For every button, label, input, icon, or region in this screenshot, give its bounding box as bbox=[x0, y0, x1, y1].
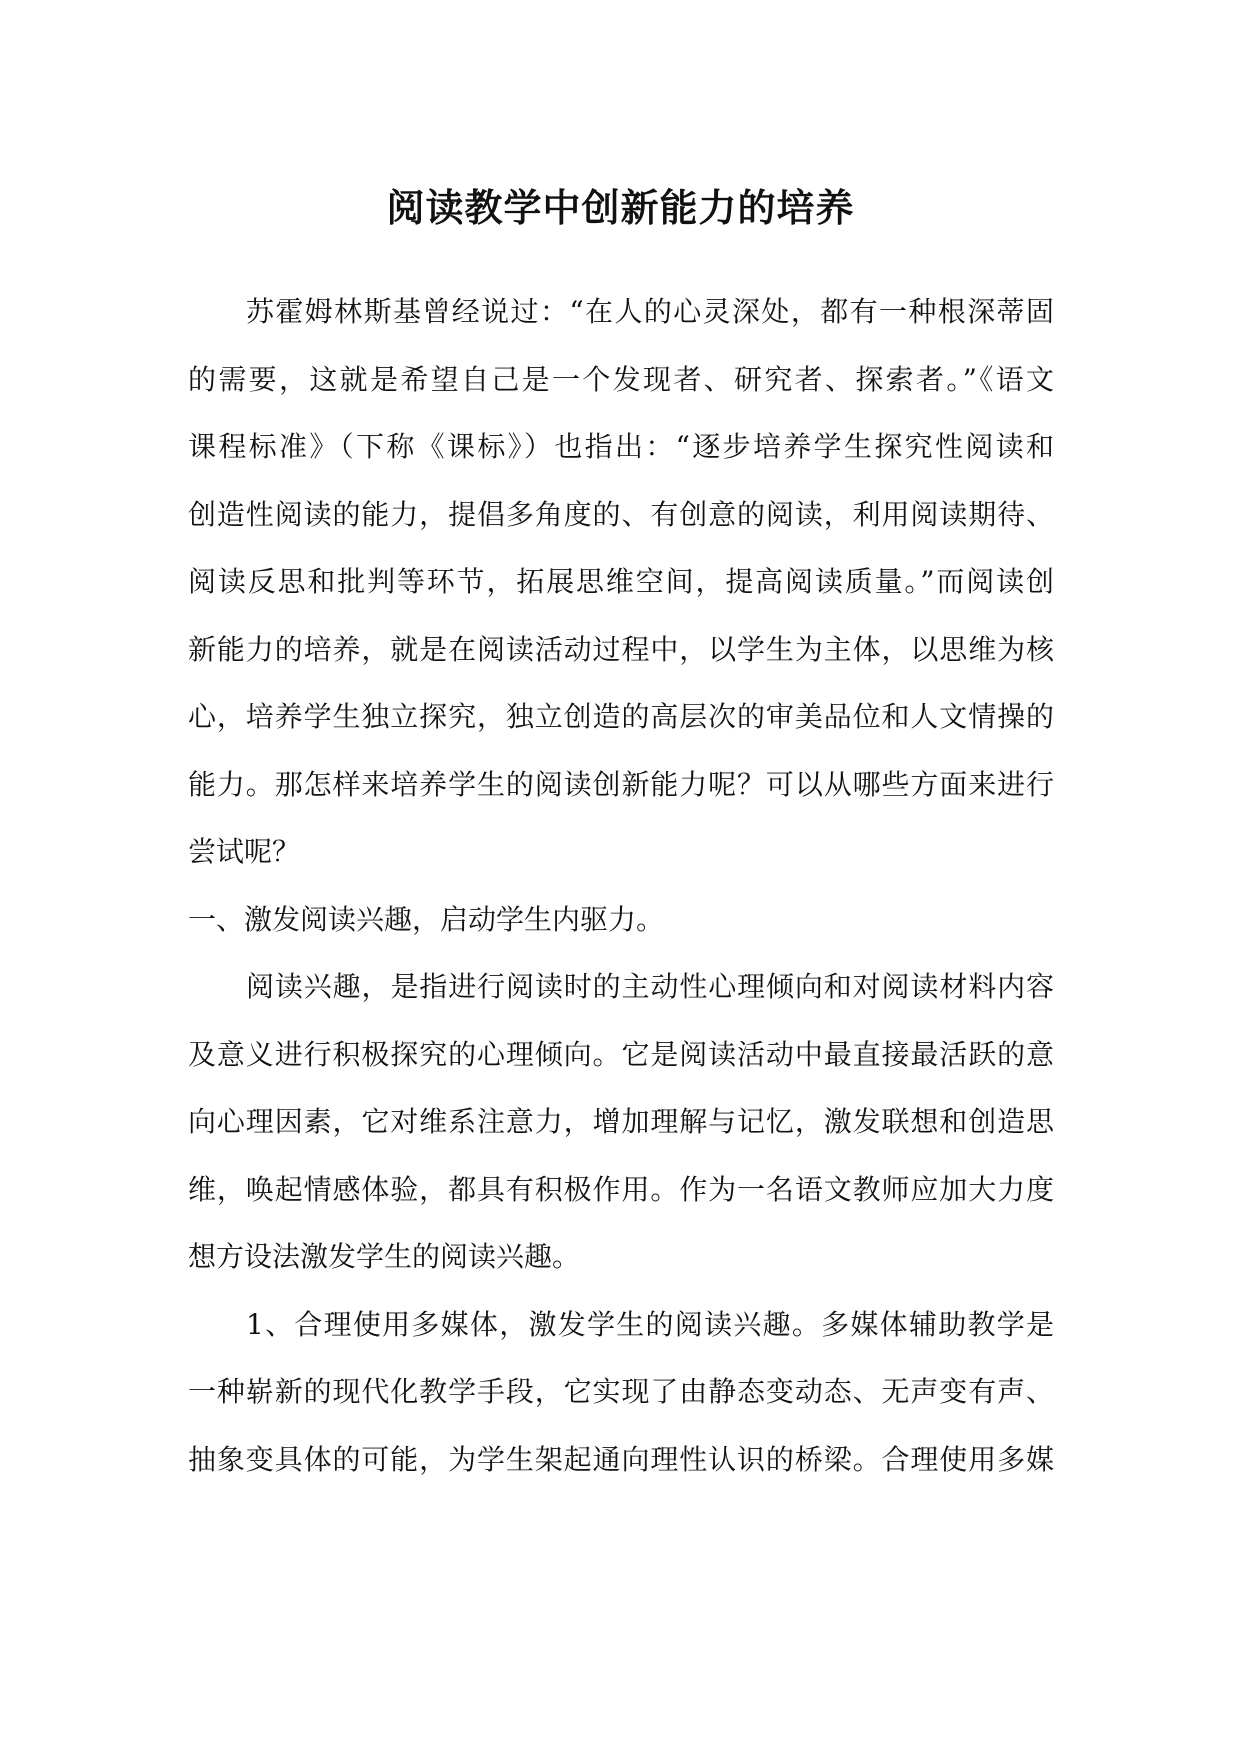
text-line: 1、合理使用多媒体，激发学生的阅读兴趣。多媒体辅助教学是 bbox=[246, 1307, 1054, 1341]
text-line: 苏霍姆林斯基曾经说过：“在人的心灵深处，都有一种根深蒂固 bbox=[246, 295, 1054, 328]
text-line: 能力。那怎样来培养学生的阅读创新能力呢？可以从哪些方面来进行 bbox=[188, 767, 1054, 801]
text-line: 阅读反思和批判等环节，拓展思维空间，提高阅读质量。”而阅读创 bbox=[188, 565, 1054, 598]
text-line: 维，唤起情感体验，都具有积极作用。作为一名语文教师应加大力度 bbox=[188, 1172, 1054, 1206]
text-line: 创造性阅读的能力，提倡多角度的、有创意的阅读，利用阅读期待、 bbox=[188, 497, 1054, 531]
document-body bbox=[188, 278, 1054, 1493]
text-line: 的需要，这就是希望自己是一个发现者、研究者、探索者。”《语文 bbox=[188, 362, 1054, 396]
text-line: 向心理因素，它对维系注意力，增加理解与记忆，激发联想和创造思 bbox=[188, 1105, 1054, 1138]
text-line: 新能力的培养，就是在阅读活动过程中，以学生为主体，以思维为核 bbox=[188, 632, 1054, 666]
text-line: 课程标准》（下称《课标》）也指出：“逐步培养学生探究性阅读和 bbox=[188, 430, 1054, 463]
text-line: 心，培养学生独立探究，独立创造的高层次的审美品位和人文情操的 bbox=[188, 700, 1054, 733]
document-title: 阅读教学中创新能力的培养 bbox=[386, 186, 855, 230]
text-line: 尝试呢？ bbox=[188, 835, 301, 868]
text-line: 抽象变具体的可能，为学生架起通向理性认识的桥梁。合理使用多媒 bbox=[188, 1442, 1054, 1476]
text-line: 想方设法激发学生的阅读兴趣。 bbox=[188, 1240, 581, 1273]
text-line: 阅读兴趣，是指进行阅读时的主动性心理倾向和对阅读材料内容 bbox=[246, 970, 1054, 1003]
text-line: 及意义进行积极探究的心理倾向。它是阅读活动中最直接最活跃的意 bbox=[188, 1037, 1054, 1071]
text-line: 一种崭新的现代化教学手段，它实现了由静态变动态、无声变有声、 bbox=[188, 1375, 1054, 1408]
text-line: 一、激发阅读兴趣，启动学生内驱力。 bbox=[188, 902, 665, 936]
